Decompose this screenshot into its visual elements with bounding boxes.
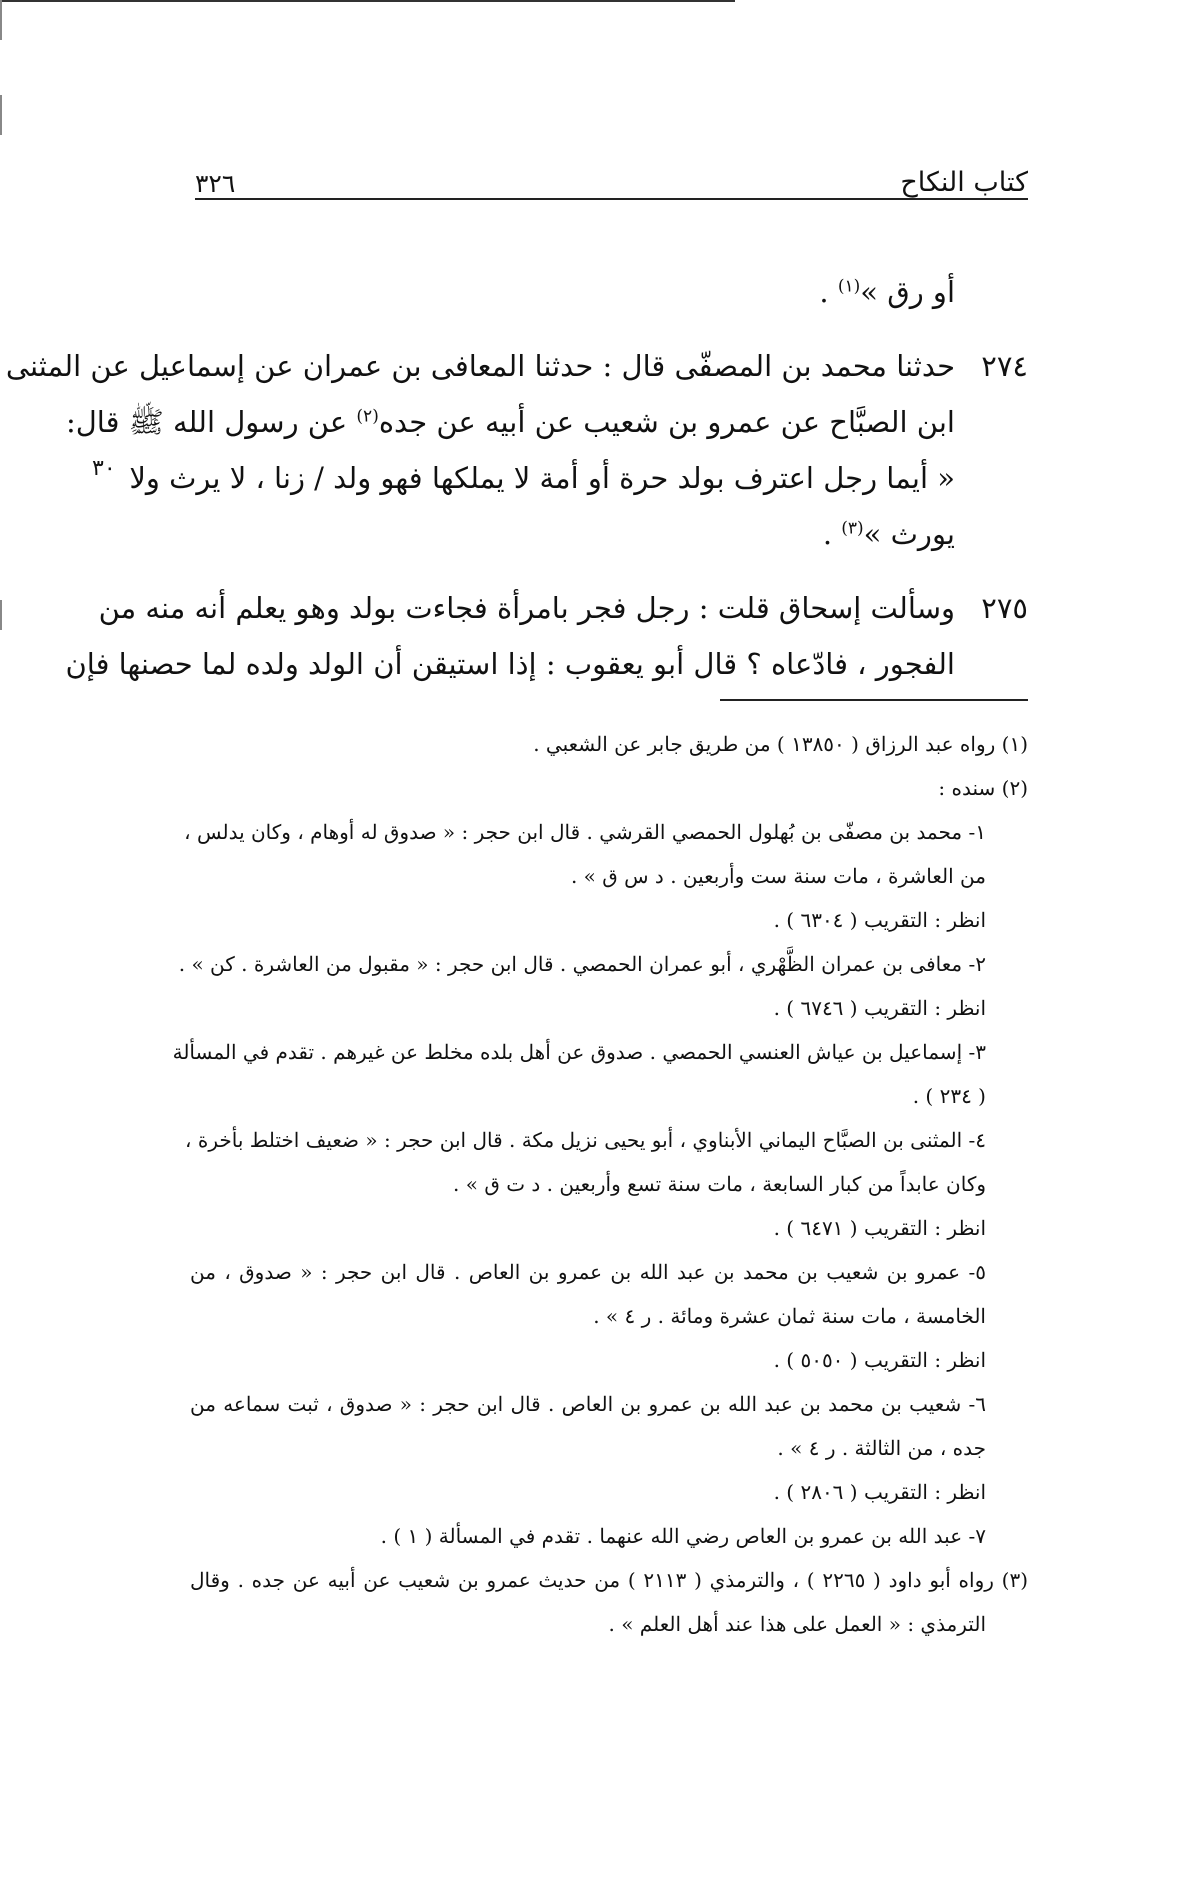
footnote-line: انظر : التقريب ( ٦٧٤٦ ) . [773, 996, 986, 1020]
footnote-line: ٧- عبد الله بن عمرو بن العاص رضي الله عنهما . تقدم في المسألة ( ١ ) . [380, 1524, 986, 1548]
entry-number: ٢٧٥ [981, 591, 1028, 625]
page-title: كتاب النكاح [900, 167, 1028, 198]
footnote-line: من العاشرة ، مات سنة ست وأربعين . د س ق » . [570, 864, 986, 888]
footnote-line: انظر : التقريب ( ٥٠٥٠ ) . [773, 1348, 986, 1372]
footnote-line: ٣- إسماعيل بن عياش العنسي الحمصي . صدوق عن أهل بلده مخلط عن غيرهم . تقدم في المسألة [172, 1040, 986, 1064]
text-line: يورث »$^{(٣)}$ . [822, 517, 955, 551]
footnote-line: الترمذي : « العمل على هذا عند أهل العلم » . [608, 1612, 986, 1636]
footnote-line: جده ، من الثالثة . ر ٤ » . [777, 1436, 986, 1460]
continuation-paragraph [195, 264, 1028, 320]
footnote-line: انظر : التقريب ( ٦٣٠٤ ) . [773, 908, 986, 932]
scan-left-edge [0, 600, 2, 630]
scan-left-edge [0, 0, 2, 40]
entry-number: ٢٧٤ [981, 349, 1028, 383]
text-line: حدثنا محمد بن المصفّى قال : حدثنا المعافى بن عمران عن إسماعيل عن المثنى [5, 349, 955, 383]
text-line: أو رق »$^{(١)}$ . [819, 275, 955, 309]
footnote-line: ٥- عمرو بن شعيب بن محمد بن عبد الله بن عمرو بن العاص . قال ابن حجر : « صدوق ، من [190, 1260, 986, 1284]
footnote-line: ( ٢٣٤ ) . [912, 1084, 986, 1108]
text-line: « أيما رجل اعترف بولد حرة أو أمة لا يملكها فهو ولد / زنا ، لا يرث ولا [129, 461, 955, 495]
scan-top-border [0, 0, 735, 2]
footnote-line: انظر : التقريب ( ٦٤٧١ ) . [773, 1216, 986, 1240]
footnote-ref: (١) [837, 276, 861, 297]
text-line: الفجور ، فادّعاه ؟ قال أبو يعقوب : إذا استيقن أن الولد ولده لما حصنها فإن [65, 647, 955, 681]
footnote-ref: (٢) [356, 406, 379, 427]
footnote-line: انظر : التقريب ( ٢٨٠٦ ) . [773, 1480, 986, 1504]
footnote-ref: (٣) [841, 518, 864, 539]
footnote-line: الخامسة ، مات سنة ثمان عشرة ومائة . ر ٤ » . [593, 1304, 986, 1328]
page-header [195, 158, 1028, 198]
footnote-line: ٢- معافى بن عمران الظَّهْري ، أبو عمران الحمصي . قال ابن حجر : « مقبول من العاشرة . كن » . [178, 952, 986, 976]
footnotes [172, 722, 1028, 1646]
margin-marker: ٣٠ [92, 456, 116, 481]
footnote-line: (٢) سنده : [938, 776, 1028, 800]
text-line: وسألت إسحاق قلت : رجل فجر بامرأة فجاءت بولد وهو يعلم أنه منه من [98, 591, 955, 625]
footnote-line: ١- محمد بن مصفّى بن بُهلول الحمصي القرشي . قال ابن حجر : « صدوق له أوهام ، وكان يدلس ، [184, 820, 986, 844]
scan-left-edge [0, 95, 2, 135]
text-line: ابن الصبَّاح عن عمرو بن شعيب عن أبيه عن جده$^{(٢)}$ عن رسول الله ﷺ قال: [65, 405, 955, 439]
footnote-line: ٦- شعيب بن محمد بن عبد الله بن عمرو بن العاص . قال ابن حجر : « صدوق ، ثبت سماعه من [190, 1392, 986, 1416]
entry-275 [65, 580, 1028, 692]
footnote-line: (١) رواه عبد الرزاق ( ١٣٨٥٠ ) من طريق جابر عن الشعبي . [533, 732, 1028, 756]
page-number: ٣٢٦ [195, 169, 236, 198]
footnote-line: (٣) رواه أبو داود ( ٢٢٦٥ ) ، والترمذي ( ٢١١٣ ) من حديث عمرو بن شعيب عن أبيه عن جده . وقال [190, 1568, 1028, 1592]
footnote-rule [720, 699, 1028, 701]
footnote-line: وكان عابداً من كبار السابعة ، مات سنة تسع وأربعين . د ت ق » . [453, 1172, 986, 1196]
footnote-line: ٤- المثنى بن الصبَّاح اليماني الأبناوي ، أبو يحيى نزيل مكة . قال ابن حجر : « ضعيف اختلط بأخرة ، [185, 1128, 986, 1152]
header-rule [195, 198, 1028, 200]
